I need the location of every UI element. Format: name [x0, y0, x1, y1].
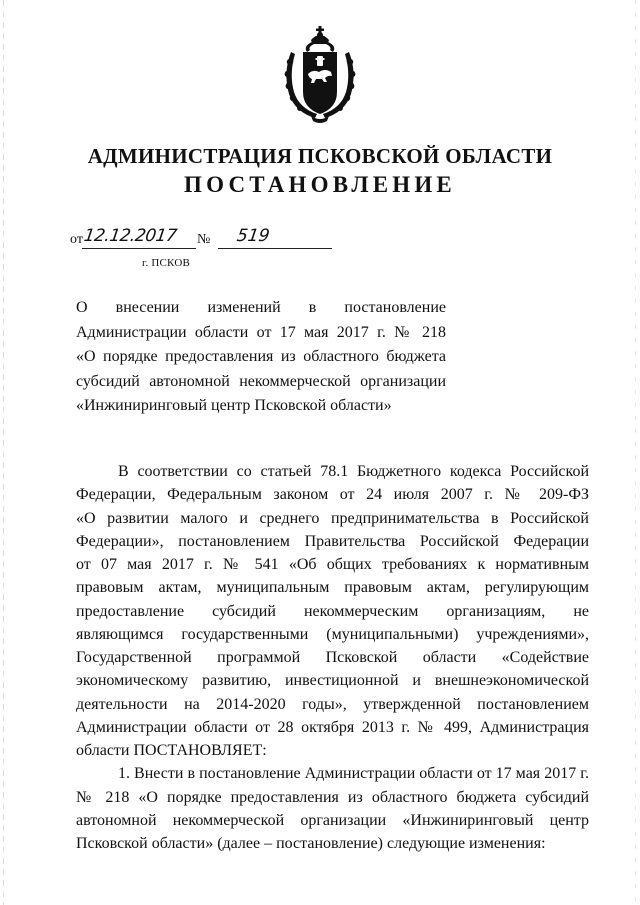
number-prefix: №: [197, 232, 211, 247]
subject-line: «О порядке предоставления из областного бюджета: [76, 348, 446, 365]
document-body: [76, 460, 589, 855]
subject-line: О внесении изменений в постановление: [76, 299, 446, 316]
body-line: автономной некоммерческой организации «Инжиниринговый центр: [76, 811, 589, 829]
body-line: 1. Внести в постановление Администрации области от 17 мая 2017 г.: [118, 765, 589, 783]
body-line: В соответствии со статьей 78.1 Бюджетного кодекса Российской: [118, 463, 589, 480]
subject-line: «Инжиниринговый центр Псковской области»: [76, 397, 392, 414]
body-line: от 07 мая 2017 г. № 541 «Об общих требованиях к нормативным: [76, 556, 589, 573]
handwritten-date: 12.12.2017: [82, 226, 178, 246]
coat-of-arms-emblem: [281, 22, 359, 124]
body-line: Государственной программой Псковской области «Содействие: [76, 649, 589, 666]
date-prefix: от: [70, 232, 83, 247]
handwritten-number: 519: [235, 226, 271, 246]
body-line: Администрации области от 28 октября 2013 г. № 499, Администрация: [76, 718, 589, 736]
body-line: области ПОСТАНОВЛЯЕТ:: [76, 742, 267, 759]
subject-line: Администрации области от 17 мая 2017 г. № 218: [76, 323, 446, 341]
body-line: «О развитии малого и среднего предпринимательства в Российской: [76, 509, 589, 527]
body-line: экономическому развитию, инвестиционной и внешнеэкономической: [76, 672, 589, 690]
body-line: деятельности на 2014-2020 годы», утвержденной постановлением: [76, 695, 589, 713]
body-line: являющимся государственными (муниципальными) учреждениями»,: [76, 625, 589, 643]
scan-edge-right: [635, 0, 636, 905]
body-line: № 218 «О порядке предоставления из областного бюджета субсидий: [76, 788, 589, 806]
document-subject: [76, 296, 446, 419]
scan-edge-left: [3, 0, 4, 905]
body-line: правовым актам, муниципальным правовым актам, регулирующим: [76, 579, 589, 597]
number-underline: [218, 248, 332, 249]
body-line: Федерации, Федеральным законом от 24 июля 2007 г. № 209-ФЗ: [76, 486, 589, 504]
document-type-title: ПОСТАНОВЛЕНИЕ: [184, 172, 456, 197]
date-underline: [82, 248, 196, 249]
body-line: предоставление субсидий некоммерческим организациям, не: [76, 602, 589, 620]
registration-line: [70, 228, 270, 252]
city-label: г. ПСКОВ: [142, 257, 190, 269]
organization-title: АДМИНИСТРАЦИЯ ПСКОВСКОЙ ОБЛАСТИ: [87, 144, 553, 168]
body-line: Псковской области» (далее – постановление) следующие изменения:: [76, 835, 546, 852]
body-line: Федерации», постановлением Правительства Российской Федерации: [76, 532, 589, 550]
subject-line: субсидий автономной некоммерческой организации: [76, 372, 446, 390]
